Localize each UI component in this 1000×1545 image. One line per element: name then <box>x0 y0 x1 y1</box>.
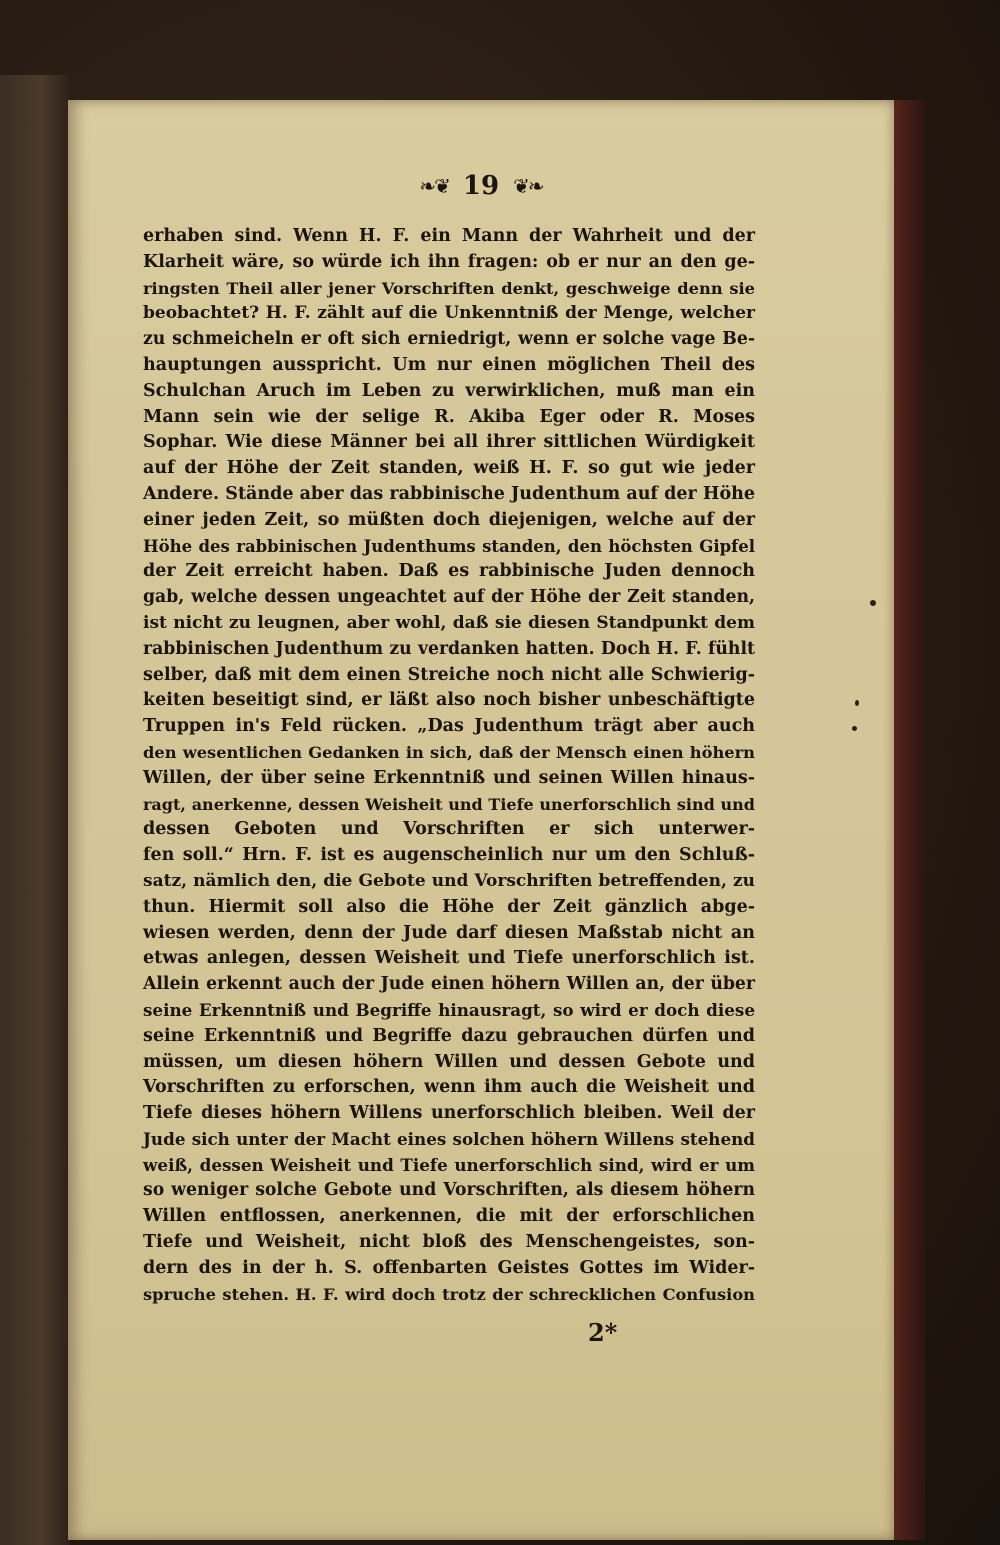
text-line: Allein erkennt auch der Jude einen höhern Willen an, der über <box>143 974 755 995</box>
text-line: Klarheit wäre, so würde ich ihn fragen: ob er nur an den ge- <box>143 251 755 272</box>
text-line: Andere. Stände aber das rabbinische Judenthum auf der Höhe <box>143 483 755 504</box>
text-line: so weniger solche Gebote und Vorschriften, als diesem höhern <box>143 1180 755 1201</box>
previous-page-edge <box>0 75 70 1545</box>
text-line: wiesen werden, denn der Jude darf diesen Maßstab nicht an <box>143 922 755 943</box>
text-line: müssen, um diesen höhern Willen und dessen Gebote und <box>143 1051 755 1072</box>
text-line: Willen entflossen, anerkennen, die mit der erforschlichen <box>143 1206 755 1227</box>
text-line: Willen, der über seine Erkenntniß und seinen Willen hinaus- <box>143 767 755 788</box>
text-line: einer jeden Zeit, so müßten doch diejenigen, welche auf der <box>143 509 755 530</box>
speck-mark <box>852 726 857 731</box>
text-line: satz, nämlich den, die Gebote und Vorschriften betreffenden, zu <box>143 870 755 891</box>
text-line: Tiefe dieses höhern Willens unerforschlich bleiben. Weil der <box>143 1103 755 1124</box>
text-line: thun. Hiermit soll also die Höhe der Zeit gänzlich abge- <box>143 896 755 917</box>
signature-mark: 2* <box>588 1318 618 1347</box>
ornament-right-icon: ❦❧ <box>513 174 543 198</box>
text-line: ringsten Theil aller jener Vorschriften denkt, geschweige denn sie <box>143 278 755 298</box>
page-header <box>68 168 894 204</box>
text-line: Mann sein wie der selige R. Akiba Eger oder R. Moses <box>143 406 755 427</box>
text-line: seine Erkenntniß und Begriffe dazu gebrauchen dürfen und <box>143 1025 755 1046</box>
text-line: beobachtet? H. F. zählt auf die Unkenntniß der Menge, welcher <box>143 303 755 324</box>
text-line: spruche stehen. H. F. wird doch trotz der schrecklichen Confusion <box>143 1284 755 1304</box>
text-line: ist nicht zu leugnen, aber wohl, daß sie diesen Standpunkt dem <box>143 612 755 633</box>
text-line: gab, welche dessen ungeachtet auf der Höhe der Zeit standen, <box>143 587 755 608</box>
text-line: Höhe des rabbinischen Judenthums standen, den höchsten Gipfel <box>143 536 755 556</box>
text-line: keiten beseitigt sind, er läßt also noch bisher unbeschäftigte <box>143 690 755 711</box>
text-line: Truppen in's Feld rücken. „Das Judenthum trägt aber auch <box>143 716 755 737</box>
text-line: zu schmeicheln er oft sich erniedrigt, wenn er solche vage Be- <box>143 329 755 350</box>
text-line: ragt, anerkenne, dessen Weisheit und Tiefe unerforschlich sind und <box>143 794 755 814</box>
ornament-left-icon: ❧❦ <box>419 174 449 198</box>
text-line: fen soll.“ Hrn. F. ist es augenscheinlich nur um den Schluß- <box>143 845 755 866</box>
text-line: den wesentlichen Gedanken in sich, daß der Mensch einen höhern <box>143 742 755 762</box>
text-line: Tiefe und Weisheit, nicht bloß des Menschengeistes, son- <box>143 1232 755 1253</box>
text-line: weiß, dessen Weisheit und Tiefe unerforschlich sind, wird er um <box>143 1154 755 1175</box>
text-line: etwas anlegen, dessen Weisheit und Tiefe unerforschlich ist. <box>143 948 755 969</box>
text-line: auf der Höhe der Zeit standen, weiß H. F. so gut wie jeder <box>143 458 755 479</box>
text-line: Jude sich unter der Macht eines solchen höhern Willens stehend <box>143 1128 755 1149</box>
text-line: selber, daß mit dem einen Streiche noch nicht alle Schwierig- <box>143 664 755 685</box>
text-line: Vorschriften zu erforschen, wenn ihm auch die Weisheit und <box>143 1077 755 1098</box>
text-line: Schulchan Aruch im Leben zu verwirklichen, muß man ein <box>143 380 755 401</box>
text-line: rabbinischen Judenthum zu verdanken hatten. Doch H. F. fühlt <box>143 638 755 659</box>
text-line: erhaben sind. Wenn H. F. ein Mann der Wahrheit und der <box>143 226 755 246</box>
speck-mark <box>855 700 859 706</box>
text-line: hauptungen ausspricht. Um nur einen möglichen Theil des <box>143 354 755 375</box>
text-line: der Zeit erreicht haben. Daß es rabbinische Juden dennoch <box>143 561 755 582</box>
text-line: dessen Geboten und Vorschriften er sich unterwer- <box>143 819 755 840</box>
text-line: Sophar. Wie diese Männer bei all ihrer sittlichen Würdigkeit <box>143 432 755 453</box>
text-line: seine Erkenntniß und Begriffe hinausragt, so wird er doch diese <box>143 999 755 1020</box>
speck-mark <box>870 600 876 606</box>
body-text <box>143 224 755 1307</box>
page-number: 19 <box>462 171 500 201</box>
text-line: dern des in der h. S. offenbarten Geistes Gottes im Wider- <box>143 1257 755 1278</box>
